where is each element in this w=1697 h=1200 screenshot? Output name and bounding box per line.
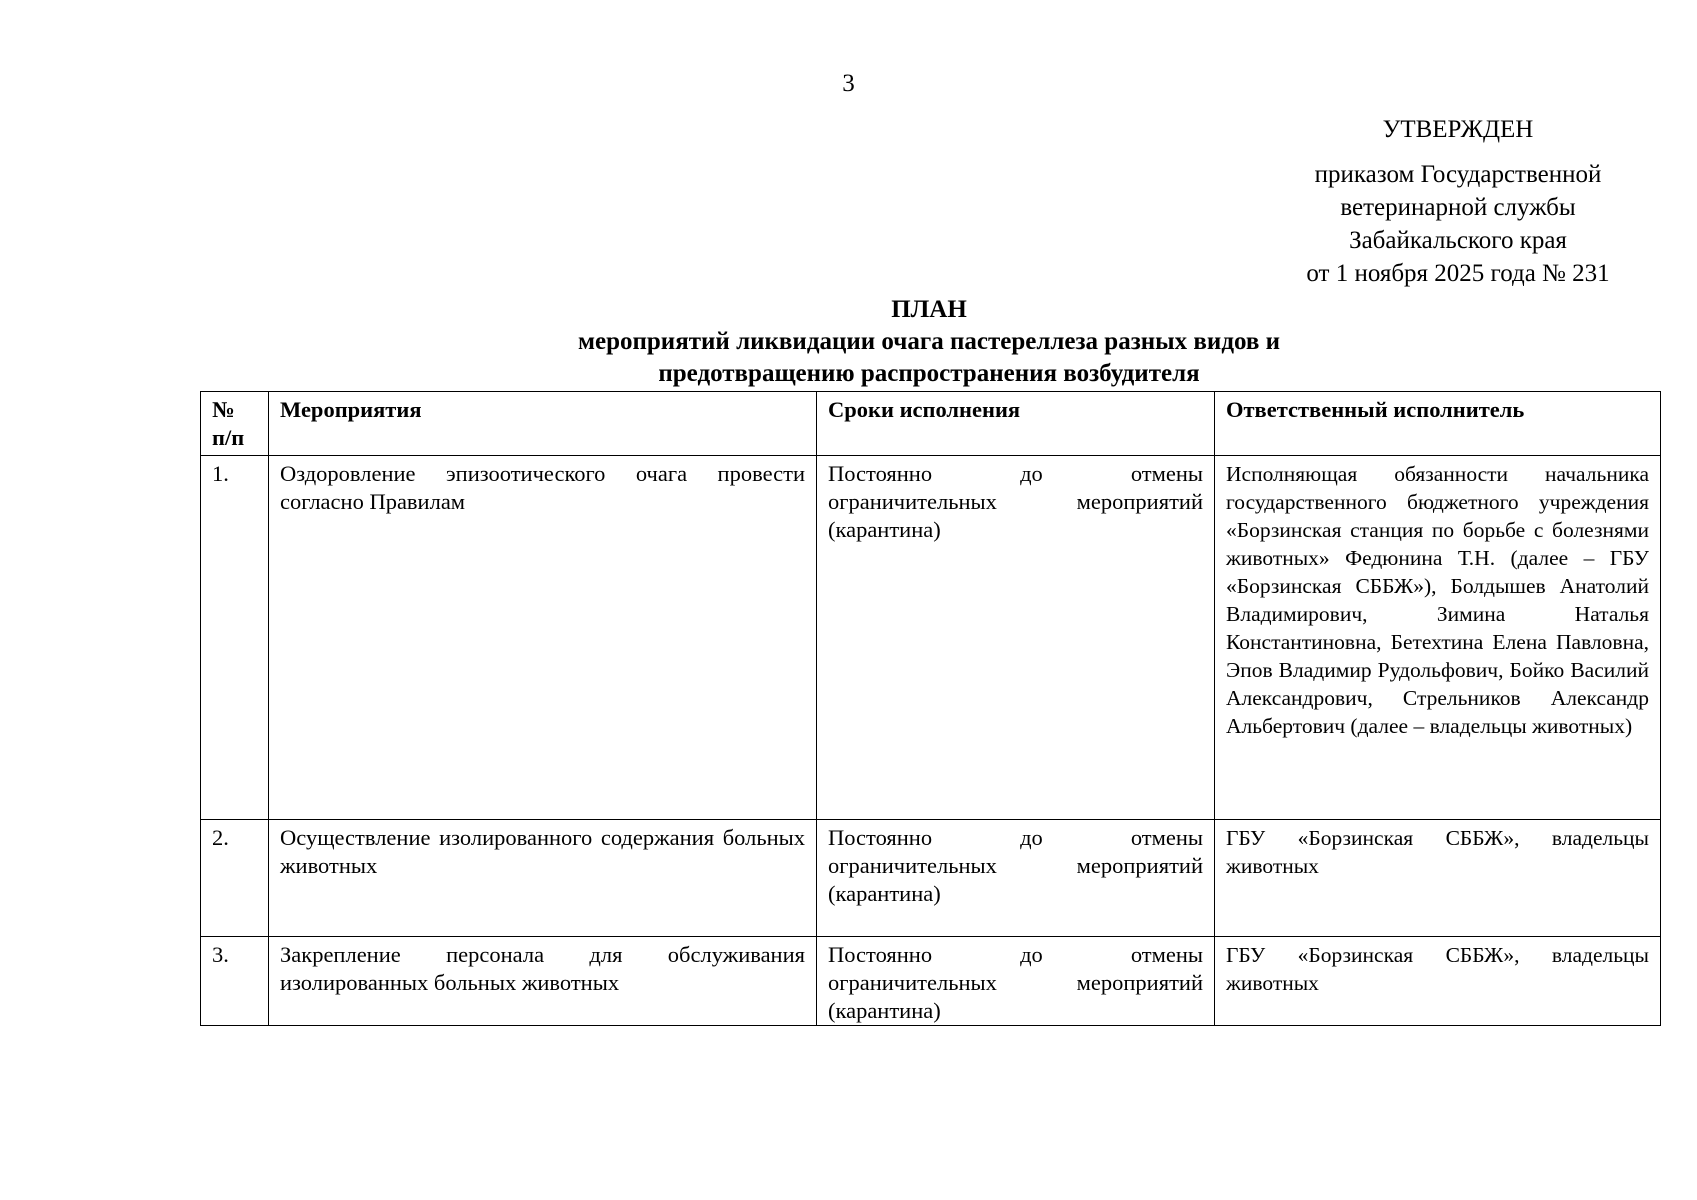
row-responsible: Исполняющая обязанности начальника государственного бюджетного учреждения «Борзинская станция по борьбе с болезнями животных» Федюнина Т.Н. (далее – ГБУ «Борзинская СББЖ»), Болдышев Анатолий Владимирович, Зимина Наталья Константиновна, Бетехтина Елена Павловна, Эпов Владимир Рудольфович, Бойко Василий Александрович, Стрельников Александр Альбертович (далее – владельцы животных) — [1215, 456, 1661, 820]
plan-heading — [200, 294, 1658, 390]
approval-heading: УТВЕРЖДЕН — [1382, 116, 1534, 143]
approval-line: Забайкальского края — [1349, 227, 1567, 254]
table-row — [201, 456, 1661, 820]
header-deadline: Сроки исполнения — [817, 392, 1215, 456]
approval-line: от 1 ноября 2025 года № 231 — [1306, 260, 1610, 287]
row-responsible: ГБУ «Борзинская СББЖ», владельцы животных — [1215, 820, 1661, 937]
row-measure: Осуществление изолированного содержания больных животных — [269, 820, 817, 937]
page-number: 3 — [842, 70, 855, 97]
plan-subtitle-line: мероприятий ликвидации очага пастереллеза разных видов и — [577, 328, 1281, 355]
header-responsible: Ответственный исполнитель — [1215, 392, 1661, 456]
row-deadline: Постоянно до отмены ограничительных мероприятий (карантина) — [817, 456, 1215, 820]
approval-block — [1228, 113, 1688, 290]
plan-title: ПЛАН — [891, 296, 967, 323]
header-number: № п/п — [201, 392, 269, 456]
header-measure: Мероприятия — [269, 392, 817, 456]
table-row — [201, 937, 1661, 1026]
table-row — [201, 820, 1661, 937]
approval-line: ветеринарной службы — [1340, 194, 1576, 221]
plan-table — [200, 391, 1661, 1026]
row-number: 2. — [201, 820, 269, 937]
approval-line: приказом Государственной — [1314, 161, 1602, 188]
table-header-row — [201, 392, 1661, 456]
row-measure: Закрепление персонала для обслуживания изолированных больных животных — [269, 937, 817, 1026]
row-measure: Оздоровление эпизоотического очага провести согласно Правилам — [269, 456, 817, 820]
row-deadline: Постоянно до отмены ограничительных мероприятий (карантина) — [817, 937, 1215, 1026]
row-responsible: ГБУ «Борзинская СББЖ», владельцы животных — [1215, 937, 1661, 1026]
plan-subtitle-line: предотвращению распространения возбудителя — [658, 360, 1200, 387]
row-number: 1. — [201, 456, 269, 820]
row-deadline: Постоянно до отмены ограничительных мероприятий (карантина) — [817, 820, 1215, 937]
row-number: 3. — [201, 937, 269, 1026]
